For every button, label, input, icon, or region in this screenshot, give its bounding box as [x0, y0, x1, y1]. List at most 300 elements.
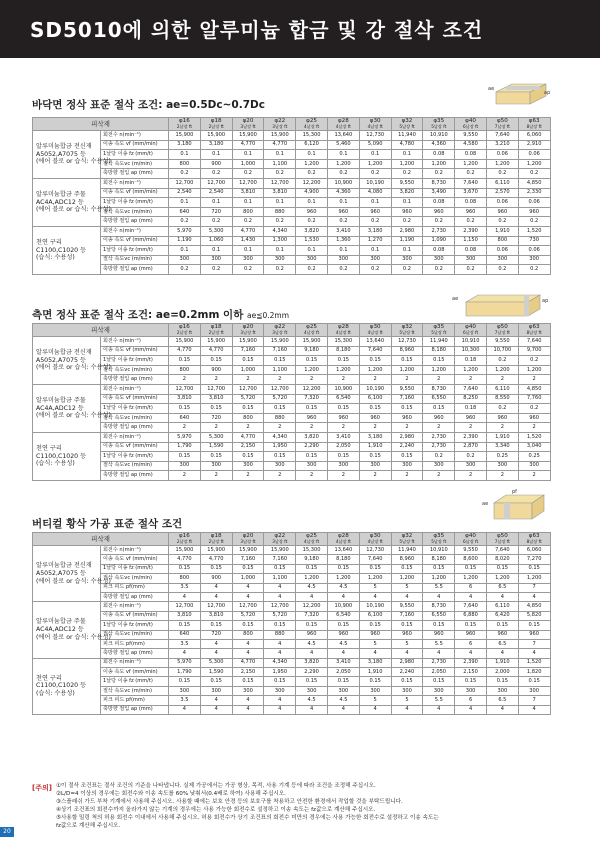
value-cell: 8,020	[486, 555, 518, 564]
diameter-header	[232, 533, 264, 546]
value-cell: 0.15	[455, 621, 487, 630]
material-header: 피삭재	[33, 533, 169, 546]
row-label: 피크 피드 pf(mm)	[101, 696, 169, 705]
table-row	[33, 413, 551, 423]
row-label: 절삭 속도vc (m/min)	[101, 159, 169, 169]
table-row	[33, 384, 551, 394]
value-cell: 4	[327, 649, 359, 658]
material-line: C1100,C1020 등	[36, 246, 87, 254]
value-cell: 0.15	[327, 564, 359, 573]
flute-label: 4날장 ft	[304, 329, 320, 335]
table-row	[33, 346, 551, 356]
diameter-header	[359, 324, 391, 337]
value-cell: 8,960	[391, 346, 423, 356]
value-cell: 4,770	[200, 346, 232, 356]
section-title-floor-finishing	[32, 97, 265, 112]
value-cell: 4	[296, 592, 328, 601]
value-cell: 5,720	[232, 394, 264, 404]
value-cell: 0.2	[264, 217, 296, 227]
value-cell: 10,190	[359, 602, 391, 611]
flute-label: 8날장 ft	[526, 538, 542, 544]
row-label: 회전수 n(min⁻¹)	[101, 602, 169, 611]
note-1: ①이 절삭 조건표는 절삭 조건의 기준을 나타냅니다. 실제 가공에서는 가공 형상, 목적, 사용 기계 등에 따라 조건을 조정해 주십시오.	[56, 783, 376, 789]
value-cell: 6,550	[423, 611, 455, 620]
page-number: 20	[0, 827, 14, 837]
value-cell: 4,360	[423, 140, 455, 150]
table-row	[33, 602, 551, 611]
value-cell: 1,000	[232, 159, 264, 169]
value-cell: 6.5	[486, 639, 518, 648]
value-cell: 10,900	[327, 384, 359, 394]
value-cell: 0.15	[423, 621, 455, 630]
value-cell: 1,430	[232, 236, 264, 246]
value-cell: 4,850	[518, 178, 550, 188]
row-label: 1날당 이송 fz (mm/t)	[101, 621, 169, 630]
material-line: (습식: 수용성)	[36, 460, 75, 468]
value-cell: 2,390	[455, 432, 487, 442]
value-cell: 300	[359, 255, 391, 265]
flute-label: 5날장 ft	[431, 329, 447, 335]
value-cell: 10,900	[327, 602, 359, 611]
value-cell: 0.2	[327, 217, 359, 227]
value-cell: 0.1	[391, 150, 423, 160]
section-title-text: 버티컬 황삭 가공 표준 절삭 조건	[32, 518, 183, 530]
value-cell: 4	[232, 705, 264, 714]
value-cell: 960	[359, 413, 391, 423]
value-cell: 300	[232, 686, 264, 695]
value-cell: 3,810	[169, 611, 201, 620]
value-cell: 0.25	[486, 452, 518, 462]
row-label: 축방향 절입 ap (mm)	[101, 471, 169, 481]
diameter-label: φ18	[210, 533, 222, 540]
value-cell: 0.15	[169, 356, 201, 366]
value-cell: 0.1	[296, 150, 328, 160]
value-cell: 0.15	[169, 452, 201, 462]
value-cell: 5,460	[327, 140, 359, 150]
value-cell: 900	[200, 365, 232, 375]
value-cell: 5.5	[423, 696, 455, 705]
value-cell: 15,900	[232, 337, 264, 347]
flute-label: 7날장 ft	[494, 538, 510, 544]
value-cell: 300	[486, 461, 518, 471]
diameter-header	[232, 324, 264, 337]
value-cell: 6,880	[455, 611, 487, 620]
section-title-side-finishing	[32, 307, 289, 322]
value-cell: 0.2	[359, 217, 391, 227]
vertical-roughing-diagram	[482, 487, 550, 523]
value-cell: 4	[486, 592, 518, 601]
value-cell: 2	[486, 471, 518, 481]
value-cell: 0.15	[359, 452, 391, 462]
value-cell: 5	[359, 696, 391, 705]
value-cell: 640	[169, 413, 201, 423]
value-cell: 0.15	[455, 564, 487, 573]
flute-label: 8날장 ft	[526, 329, 542, 335]
value-cell: 0.15	[391, 356, 423, 366]
value-cell: 6,110	[486, 602, 518, 611]
value-cell: 0.15	[359, 404, 391, 414]
row-label: 절삭 속도vc (m/min)	[101, 207, 169, 217]
value-cell: 2	[296, 423, 328, 433]
value-cell: 9,550	[391, 384, 423, 394]
diameter-header	[423, 324, 455, 337]
value-cell: 900	[200, 574, 232, 583]
diameter-label: φ50	[496, 533, 508, 540]
value-cell: 0.06	[518, 150, 550, 160]
value-cell: 2,330	[518, 188, 550, 198]
value-cell: 7,270	[518, 555, 550, 564]
row-label: 1날당 이송 fz (mm/t)	[101, 452, 169, 462]
value-cell: 15,900	[232, 131, 264, 141]
value-cell: 10,190	[359, 384, 391, 394]
value-cell: 0.15	[296, 404, 328, 414]
value-cell: 2	[264, 471, 296, 481]
material-cell	[33, 546, 111, 602]
value-cell: 1,270	[359, 236, 391, 246]
diameter-header	[200, 118, 232, 131]
value-cell: 0.06	[486, 198, 518, 208]
value-cell: 1,200	[327, 365, 359, 375]
diameter-header	[518, 533, 550, 546]
value-cell: 0.1	[327, 150, 359, 160]
value-cell: 0.15	[423, 564, 455, 573]
material-line: 알루미늄합금 주물	[36, 618, 86, 626]
value-cell: 1,200	[455, 365, 487, 375]
diameter-label: φ18	[210, 118, 222, 125]
diameter-header	[423, 118, 455, 131]
value-cell: 1,200	[455, 574, 487, 583]
row-label: 회전수 n(min⁻¹)	[101, 337, 169, 347]
value-cell: 0.15	[232, 677, 264, 686]
value-cell: 2	[200, 375, 232, 385]
value-cell: 1,060	[200, 236, 232, 246]
value-cell: 10,910	[423, 131, 455, 141]
value-cell: 13,640	[327, 131, 359, 141]
table-row	[33, 658, 551, 667]
value-cell: 7,160	[264, 346, 296, 356]
value-cell: 7,640	[455, 602, 487, 611]
table-row	[33, 217, 551, 227]
value-cell: 2	[518, 471, 550, 481]
value-cell: 6.5	[486, 583, 518, 592]
diameter-header	[359, 118, 391, 131]
value-cell: 300	[200, 686, 232, 695]
value-cell: 960	[455, 413, 487, 423]
value-cell: 12,730	[359, 131, 391, 141]
value-cell: 2,050	[423, 668, 455, 677]
value-cell: 6,060	[518, 131, 550, 141]
value-cell: 11,940	[391, 546, 423, 555]
row-label: 축방향 절입 ap (mm)	[101, 705, 169, 714]
material-line: (에어 블로 or 습식: 수용성)	[36, 412, 111, 420]
value-cell: 4	[391, 649, 423, 658]
value-cell: 2	[169, 423, 201, 433]
diameter-label: φ28	[337, 533, 349, 540]
value-cell: 12,700	[200, 602, 232, 611]
value-cell: 4	[296, 705, 328, 714]
value-cell: 300	[232, 255, 264, 265]
value-cell: 15,900	[264, 546, 296, 555]
value-cell: 0.2	[327, 169, 359, 179]
value-cell: 3,410	[327, 226, 359, 236]
value-cell: 5,300	[200, 226, 232, 236]
material-cell	[33, 337, 111, 385]
material-line: 알루미늄합금 전신재	[36, 562, 92, 570]
diameter-header	[391, 324, 423, 337]
value-cell: 3,810	[264, 188, 296, 198]
value-cell: 4,850	[518, 384, 550, 394]
value-cell: 0.06	[518, 198, 550, 208]
value-cell: 1,910	[486, 226, 518, 236]
value-cell: 0.1	[169, 150, 201, 160]
row-label: 회전수 n(min⁻¹)	[101, 546, 169, 555]
value-cell: 800	[486, 236, 518, 246]
row-label: 1날당 이송 fz (mm/t)	[101, 677, 169, 686]
value-cell: 2,980	[391, 226, 423, 236]
value-cell: 4	[391, 705, 423, 714]
value-cell: 4,360	[327, 188, 359, 198]
material-line: A5052,A7075 등	[36, 569, 86, 577]
value-cell: 300	[486, 686, 518, 695]
value-cell: 960	[423, 630, 455, 639]
value-cell: 730	[518, 236, 550, 246]
note-2: ②L/D=4 이상의 경우에는 회전수와 이송 속도를 60% 낮춰서(0.4배로 하여) 사용해 주십시오.	[56, 791, 286, 797]
flute-label: 6날장 ft	[463, 538, 479, 544]
table-row	[33, 452, 551, 462]
diameter-label: φ28	[337, 118, 349, 125]
value-cell: 1,590	[200, 668, 232, 677]
value-cell: 0.15	[296, 621, 328, 630]
diameter-header	[169, 118, 201, 131]
diameter-header	[455, 533, 487, 546]
diameter-header	[518, 324, 550, 337]
value-cell: 960	[359, 207, 391, 217]
value-cell: 300	[455, 461, 487, 471]
row-label: 피크 피드 pf(mm)	[101, 639, 169, 648]
value-cell: 3,210	[486, 140, 518, 150]
table-row	[33, 611, 551, 620]
value-cell: 4	[264, 696, 296, 705]
table-row	[33, 375, 551, 385]
value-cell: 0.15	[296, 452, 328, 462]
value-cell: 300	[391, 461, 423, 471]
row-label: 축방향 절입 ap (mm)	[101, 649, 169, 658]
flute-label: 5날장 ft	[399, 538, 415, 544]
value-cell: 300	[169, 255, 201, 265]
row-label: 피크 피드 pf(mm)	[101, 583, 169, 592]
value-cell: 0.15	[391, 621, 423, 630]
value-cell: 4,340	[264, 432, 296, 442]
value-cell: 4	[232, 639, 264, 648]
diameter-header	[264, 324, 296, 337]
material-cell	[33, 602, 111, 658]
value-cell: 0.15	[486, 564, 518, 573]
diameter-header	[200, 533, 232, 546]
row-label: 회전수 n(min⁻¹)	[101, 178, 169, 188]
diameter-label: φ16	[178, 118, 190, 125]
value-cell: 0.08	[423, 246, 455, 256]
value-cell: 12,730	[359, 546, 391, 555]
value-cell: 0.1	[359, 150, 391, 160]
value-cell: 12,700	[200, 384, 232, 394]
value-cell: 0.15	[391, 564, 423, 573]
value-cell: 7,320	[296, 611, 328, 620]
diameter-label: φ20	[242, 533, 254, 540]
diameter-label: φ16	[178, 324, 190, 331]
value-cell: 720	[200, 630, 232, 639]
value-cell: 300	[169, 686, 201, 695]
value-cell: 0.15	[232, 564, 264, 573]
row-label: 절삭 속도vc (m/min)	[101, 686, 169, 695]
value-cell: 13,640	[359, 337, 391, 347]
diameter-label: φ32	[401, 324, 413, 331]
value-cell: 4,900	[296, 188, 328, 198]
value-cell: 2,150	[232, 442, 264, 452]
value-cell: 8,960	[391, 555, 423, 564]
value-cell: 0.2	[423, 217, 455, 227]
value-cell: 1,200	[327, 159, 359, 169]
value-cell: 3,410	[327, 658, 359, 667]
value-cell: 2,290	[296, 442, 328, 452]
value-cell: 0.2	[264, 169, 296, 179]
value-cell: 0.08	[455, 198, 487, 208]
value-cell: 4	[486, 705, 518, 714]
value-cell: 7,640	[455, 178, 487, 188]
value-cell: 1,200	[359, 365, 391, 375]
value-cell: 9,550	[455, 546, 487, 555]
value-cell: 8,600	[455, 555, 487, 564]
diameter-label: φ30	[369, 533, 381, 540]
value-cell: 0.2	[423, 452, 455, 462]
flute-label: 3날장 ft	[272, 329, 288, 335]
diameter-label: φ18	[210, 324, 222, 331]
diameter-label: φ25	[306, 118, 317, 125]
value-cell: 2	[518, 423, 550, 433]
value-cell: 1,950	[264, 668, 296, 677]
value-cell: 2,240	[391, 668, 423, 677]
value-cell: 0.08	[455, 150, 487, 160]
value-cell: 9,700	[518, 346, 550, 356]
diameter-label: φ63	[528, 324, 540, 331]
value-cell: 2,540	[169, 188, 201, 198]
side-finishing-table	[32, 323, 551, 481]
value-cell: 300	[169, 461, 201, 471]
value-cell: 0.15	[296, 356, 328, 366]
value-cell: 4.5	[327, 696, 359, 705]
value-cell: 0.1	[232, 246, 264, 256]
material-line: AC4A,ADC12 등	[36, 198, 84, 206]
pf-label: pf	[512, 489, 517, 495]
value-cell: 960	[518, 630, 550, 639]
value-cell: 300	[391, 255, 423, 265]
value-cell: 3,810	[169, 394, 201, 404]
row-label: 1날당 이송 fz (mm/t)	[101, 564, 169, 573]
value-cell: 1,530	[296, 236, 328, 246]
diameter-label: φ50	[496, 118, 508, 125]
value-cell: 0.15	[423, 677, 455, 686]
table-row	[33, 188, 551, 198]
value-cell: 0.15	[232, 356, 264, 366]
flute-label: 3날장 ft	[240, 538, 256, 544]
table-row	[33, 686, 551, 695]
diameter-header	[518, 118, 550, 131]
value-cell: 0.1	[391, 198, 423, 208]
value-cell: 6,550	[423, 394, 455, 404]
value-cell: 2,570	[486, 188, 518, 198]
value-cell: 0.1	[264, 246, 296, 256]
value-cell: 2	[327, 471, 359, 481]
value-cell: 800	[232, 630, 264, 639]
value-cell: 960	[391, 207, 423, 217]
value-cell: 2,000	[486, 668, 518, 677]
side-finishing-diagram	[452, 292, 550, 320]
value-cell: 12,700	[232, 178, 264, 188]
value-cell: 960	[423, 207, 455, 217]
value-cell: 5	[359, 639, 391, 648]
note-5: ⑤사용할 밀링 척의 허용 회전수 이내에서 사용해 주십시오. 허용 회전수가 상기 조건표의 회전수 미만의 경우에는 사용 가능한 회전수로 설정하고 이송 속도는	[56, 815, 439, 821]
value-cell: 0.15	[264, 621, 296, 630]
value-cell: 0.2	[232, 169, 264, 179]
value-cell: 1,100	[264, 365, 296, 375]
table-row	[33, 207, 551, 217]
value-cell: 0.15	[264, 404, 296, 414]
value-cell: 2	[264, 423, 296, 433]
row-label: 회전수 n(min⁻¹)	[101, 226, 169, 236]
value-cell: 8,180	[327, 346, 359, 356]
diameter-label: φ22	[274, 533, 286, 540]
value-cell: 4	[486, 649, 518, 658]
value-cell: 8,180	[327, 555, 359, 564]
value-cell: 960	[423, 413, 455, 423]
row-label: 축방향 절입 ap (mm)	[101, 423, 169, 433]
diameter-header	[486, 118, 518, 131]
value-cell: 0.15	[264, 356, 296, 366]
value-cell: 12,200	[296, 178, 328, 188]
row-label: 축방향 절입 ap (mm)	[101, 265, 169, 275]
row-label: 이송 속도 vf (mm/min)	[101, 236, 169, 246]
value-cell: 0.08	[423, 150, 455, 160]
material-line: (에어 블로 or 습식: 수용성)	[36, 158, 111, 166]
row-label: 축방향 절입 ap (mm)	[101, 169, 169, 179]
value-cell: 4	[391, 592, 423, 601]
value-cell: 2,050	[327, 442, 359, 452]
material-cell	[33, 178, 111, 226]
value-cell: 0.15	[264, 452, 296, 462]
value-cell: 3,410	[327, 432, 359, 442]
value-cell: 1,200	[518, 159, 550, 169]
material-cell	[33, 432, 101, 480]
diameter-header	[391, 118, 423, 131]
value-cell: 0.15	[327, 677, 359, 686]
value-cell: 0.2	[169, 217, 201, 227]
value-cell: 2	[200, 423, 232, 433]
flute-label: 4날장 ft	[335, 123, 351, 129]
diameter-label: φ35	[433, 324, 445, 331]
value-cell: 5	[391, 583, 423, 592]
value-cell: 300	[327, 461, 359, 471]
value-cell: 1,200	[391, 574, 423, 583]
value-cell: 3,820	[296, 432, 328, 442]
value-cell: 12,700	[232, 384, 264, 394]
value-cell: 4,770	[232, 226, 264, 236]
diameter-header	[296, 533, 328, 546]
table-row	[33, 131, 551, 141]
material-header: 피삭재	[33, 324, 169, 337]
value-cell: 2	[169, 471, 201, 481]
value-cell: 7,320	[296, 394, 328, 404]
value-cell: 5,090	[359, 140, 391, 150]
row-label: 이송 속도 vf (mm/min)	[101, 346, 169, 356]
